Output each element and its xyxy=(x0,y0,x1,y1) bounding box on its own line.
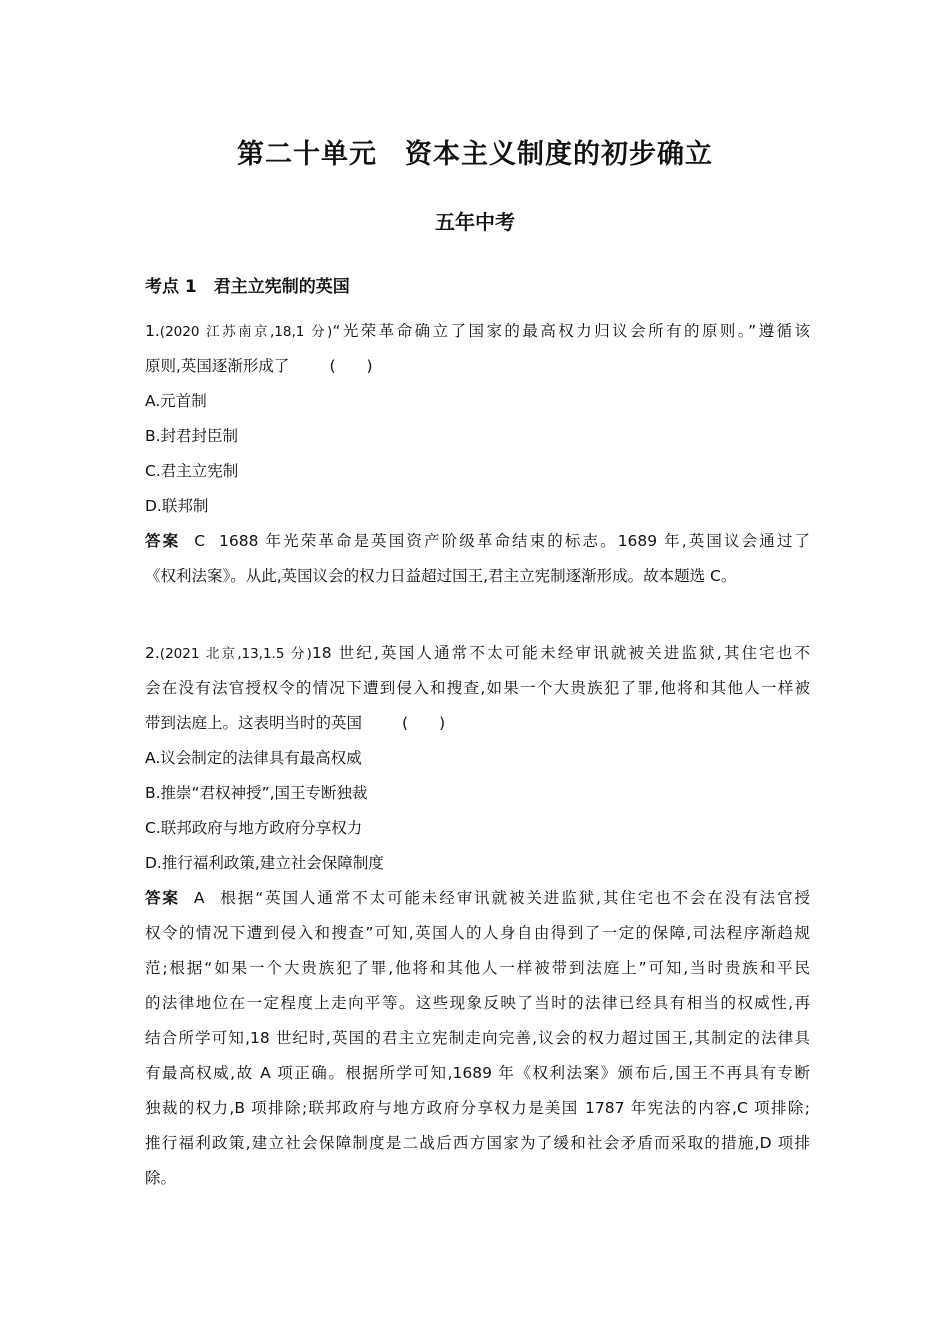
topic-heading: 考点 1 君主立宪制的英国 xyxy=(145,277,350,297)
question-2-answer-bracket: ( ) xyxy=(402,714,446,732)
question-2-answer-key: A xyxy=(193,889,205,907)
question-2-answer-line-8: 推行福利政策,建立社会保障制度是二战后西方国家为了缓和社会矛盾而采取的措施,D 项排 xyxy=(145,1134,810,1152)
question-2-number: 2. xyxy=(145,644,160,662)
question-1-number: 1. xyxy=(145,322,160,340)
question-1-stem-line-1 xyxy=(145,314,810,349)
question-2-answer-line-4: 的法律地位在一定程度上走向平等。这些现象反映了当时的法律已经具有相当的权威性,再 xyxy=(145,994,810,1012)
question-1-answer-label: 答案 xyxy=(145,532,181,550)
question-1-stem-line-2 xyxy=(145,349,810,384)
question-2-answer-line-9: 除。 xyxy=(145,1169,177,1187)
question-2-stem-line-3 xyxy=(145,706,810,741)
question-2-answer-line-7: 独裁的权力,B 项排除;联邦政府与地方政府分享权力是美国 1787 年宪法的内容,C 项排除; xyxy=(145,1099,810,1117)
question-1 xyxy=(145,314,810,594)
question-2-stem-text-1: 18 世纪,英国人通常不太可能未经审讯就被关进监狱,其住宅也不 xyxy=(311,644,811,662)
question-1-answer-key: C xyxy=(194,532,206,550)
question-2-answer-text-1: 根据“英国人通常不太可能未经审讯就被关进监狱,其住宅也不会在没有法官授 xyxy=(218,889,810,907)
question-2-stem-text-3: 带到法庭上。这表明当时的英国 xyxy=(145,714,363,732)
question-2-option-c: C.联邦政府与地方政府分享权力 xyxy=(145,819,363,837)
question-1-answer-bracket: ( ) xyxy=(329,357,373,375)
question-1-option-a: A.元首制 xyxy=(145,392,207,410)
question-1-option-b: B.封君封臣制 xyxy=(145,427,239,445)
question-2-option-b: B.推崇“君权神授”,国王专断独裁 xyxy=(145,784,368,802)
question-2-answer-line-6: 有最高权威,故 A 项正确。根据所学可知,1689 年《权利法案》颁布后,国王不再具有专断 xyxy=(145,1064,810,1082)
question-2-option-a: A.议会制定的法律具有最高权威 xyxy=(145,749,362,767)
question-1-answer-text-1: 1688 年光荣革命是英国资产阶级革命结束的标志。1689 年,英国议会通过了 xyxy=(219,532,810,550)
question-1-answer-line-1 xyxy=(145,524,810,559)
section-subtitle: 五年中考 xyxy=(435,210,515,234)
question-2 xyxy=(145,636,810,1196)
question-2-answer-line-3: 范;根据“如果一个大贵族犯了罪,他将和其他人一样被带到法庭上”可知,当时贵族和平民 xyxy=(145,959,810,977)
question-2-answer-line-1 xyxy=(145,881,810,916)
question-2-answer-label: 答案 xyxy=(145,889,180,907)
question-1-option-c: C.君主立宪制 xyxy=(145,462,239,480)
question-2-option-d: D.推行福利政策,建立社会保障制度 xyxy=(145,854,384,872)
question-2-source: (2021 北京,13,1.5 分) xyxy=(159,646,312,662)
unit-title: 第二十单元 资本主义制度的初步确立 xyxy=(237,139,713,170)
question-2-stem-line-2: 会在没有法官授权令的情况下遭到侵入和搜查,如果一个大贵族犯了罪,他将和其他人一样被 xyxy=(145,679,810,697)
question-1-stem-text-2: 原则,英国逐渐形成了 xyxy=(145,357,290,375)
question-1-stem-text-1: “光荣革命确立了国家的最高权力归议会所有的原则。”遵循该 xyxy=(332,322,810,340)
question-1-answer-line-2: 《权利法案》。从此,英国议会的权力日益超过国王,君主立宪制逐渐形成。故本题选 C。 xyxy=(145,567,737,585)
question-2-answer-line-2: 权令的情况下遭到侵入和搜查”可知,英国人的人身自由得到了一定的保障,司法程序渐趋规 xyxy=(145,924,810,942)
question-1-option-d: D.联邦制 xyxy=(145,497,209,515)
question-2-answer-line-5: 结合所学可知,18 世纪时,英国的君主立宪制走向完善,议会的权力超过国王,其制定的法律具 xyxy=(145,1029,810,1047)
question-2-stem-line-1 xyxy=(145,636,810,671)
question-1-source: (2020 江苏南京,18,1 分) xyxy=(159,324,333,340)
